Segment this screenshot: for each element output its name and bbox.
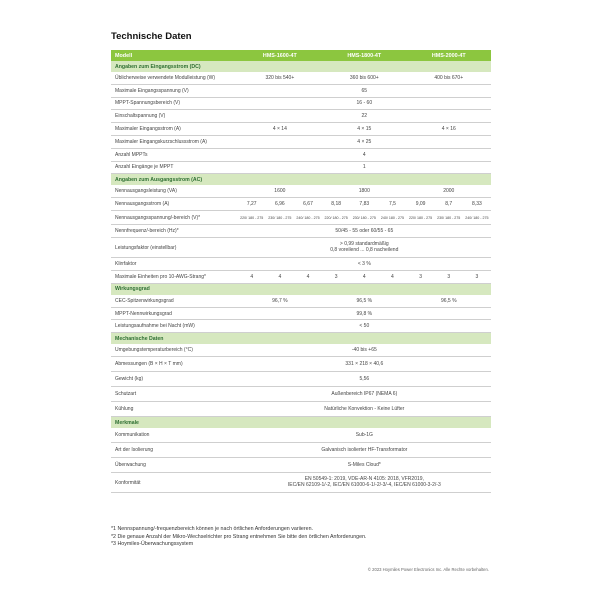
cell-value: 4 [378, 271, 406, 284]
row-label: Einschaltspannung (V) [111, 110, 238, 123]
footnote: *2 Die genaue Anzahl der Mikro-Wechselrichter pro Strang entnehmen Sie bitte den örtlichen Anforderungen. [111, 533, 367, 540]
table-row [111, 387, 491, 402]
cell-value: 4 × 14 [238, 123, 322, 136]
row-label: Gewicht (kg) [111, 372, 238, 387]
cell-value: 1 [238, 161, 491, 174]
table-row [111, 161, 491, 174]
table-row [111, 357, 491, 372]
cell-value [238, 238, 491, 258]
row-label: Umgebungstemperaturbereich (°C) [111, 344, 238, 356]
table-row [111, 295, 491, 307]
row-label: Kühlung [111, 402, 238, 417]
power-factor-range: 0,8 voreilend ... 0,8 nacheilend [330, 246, 399, 253]
cell-value: 4 [350, 271, 378, 284]
table-row [111, 271, 491, 284]
conformity-line-2: IEC/EN 62109-1/-2, IEC/EN 61000-6-1/-2/-3/-4, IEC/EN 61000-3-2/-3 [287, 481, 441, 488]
cell-value: S-Miles Cloud* [238, 458, 491, 473]
table-row [111, 110, 491, 123]
table-row [111, 148, 491, 161]
cell-value: 4 [238, 148, 491, 161]
row-label: Überwachung [111, 458, 238, 473]
table-row [111, 258, 491, 271]
section-features: Merkmale [111, 417, 491, 429]
row-label: Konformität [111, 473, 238, 493]
footnote: *3 Hoymiles-Überwachungssystem [111, 541, 194, 548]
table-row [111, 428, 491, 443]
row-label: Maximaler Eingangsstrom (A) [111, 123, 238, 136]
section-ac: Angaben zum Ausgangsstrom (AC) [111, 174, 491, 186]
cell-value: 4 × 25 [238, 135, 491, 148]
row-label: Schutzart [111, 387, 238, 402]
table-row [111, 443, 491, 458]
cell-value: 4 × 15 [322, 123, 406, 136]
cell-value: 65 [238, 84, 491, 97]
row-label: Nennausgangsleistung (VA) [111, 185, 238, 197]
cell-value: -40 bis +65 [238, 344, 491, 356]
table-row [111, 307, 491, 320]
cell-value: 4 [294, 271, 322, 284]
cell-value: 7,27 [238, 198, 266, 211]
row-label: Nennausgangsstrom (A) [111, 198, 238, 211]
cell-value: 96,5 % [322, 295, 406, 307]
cell-value: Natürliche Konvektion - Keine Lüfter [238, 402, 491, 417]
section-dc: Angaben zum Eingangsstrom (DC) [111, 61, 491, 72]
row-label: MPPT-Nennwirkungsgrad [111, 307, 238, 320]
cell-value: 220/ 180 - 275 [322, 210, 350, 225]
table-row [111, 198, 491, 211]
cell-value: 3 [407, 271, 435, 284]
cell-value: 230/ 180 - 275 [266, 210, 294, 225]
row-label: MPPT-Spannungsbereich (V) [111, 97, 238, 110]
cell-value: 6,96 [266, 198, 294, 211]
cell-value: 400 bis 670+ [407, 72, 491, 84]
row-label: Maximale Eingangsspannung (V) [111, 84, 238, 97]
header-hms-2000: HMS-2000-4T [407, 50, 491, 61]
copyright: © 2023 Hoymiles Power Electronics Inc. Alle Rechte vorbehalten. [367, 567, 489, 572]
table-row [111, 402, 491, 417]
table-row [111, 135, 491, 148]
cell-value: 96,5 % [407, 295, 491, 307]
table-row [111, 372, 491, 387]
footnote: *1 Nennspannung/-frequenzbereich können je nach örtlichen Anforderungen variieren. [111, 526, 314, 532]
table-header-row [111, 50, 491, 61]
cell-value: 4 [266, 271, 294, 284]
cell-value: 240/ 180 - 275 [463, 210, 491, 225]
cell-value: 1600 [238, 185, 322, 197]
row-label: Leistungsaufnahme bei Nacht (mW) [111, 320, 238, 333]
cell-value: 4 × 16 [407, 123, 491, 136]
table-row [111, 473, 491, 493]
row-label: Nennfrequenz/-bereich (Hz)* [111, 225, 238, 238]
row-label: Nennausgangsspannung/-bereich (V)* [111, 210, 238, 225]
cell-value: 5,56 [238, 372, 491, 387]
spec-table [111, 50, 491, 493]
cell-value: 50/45 - 55 oder 60/55 - 65 [238, 225, 491, 238]
cell-value: 220/ 180 - 275 [238, 210, 266, 225]
cell-value: 240/ 180 - 275 [378, 210, 406, 225]
row-label: Üblicherweise verwendete Modulleistung (W) [111, 72, 238, 84]
table-row [111, 344, 491, 356]
row-label: Abmessungen (B × H × T mm) [111, 357, 238, 372]
table-row [111, 320, 491, 333]
row-label: Anzahl MPPTs [111, 148, 238, 161]
table-row [111, 210, 491, 225]
cell-value: < 3 % [238, 258, 491, 271]
row-label: Kommunikation [111, 428, 238, 443]
section-mechanical: Mechanische Daten [111, 333, 491, 345]
cell-value: 8,18 [322, 198, 350, 211]
cell-value: 230/ 180 - 275 [350, 210, 378, 225]
table-row [111, 123, 491, 136]
cell-value: 96,7 % [238, 295, 322, 307]
cell-value: 3 [463, 271, 491, 284]
cell-value: Galvanisch isolierter HF-Transformator [238, 443, 491, 458]
cell-value: 360 bis 600+ [322, 72, 406, 84]
cell-value: 6,67 [294, 198, 322, 211]
cell-value: 4 [238, 271, 266, 284]
cell-value: 7,5 [378, 198, 406, 211]
cell-value: < 50 [238, 320, 491, 333]
row-label: Maximale Einheiten pro 10-AWG-Strang* [111, 271, 238, 284]
table-row [111, 84, 491, 97]
cell-value: 331 × 218 × 40,6 [238, 357, 491, 372]
cell-value: 3 [322, 271, 350, 284]
table-row [111, 97, 491, 110]
header-model: Modell [111, 50, 238, 61]
table-row [111, 238, 491, 258]
cell-value: 220/ 180 - 275 [407, 210, 435, 225]
table-row [111, 72, 491, 84]
row-label: Art der Isolierung [111, 443, 238, 458]
header-hms-1800: HMS-1800-4T [322, 50, 406, 61]
cell-value: 1800 [322, 185, 406, 197]
cell-value [238, 473, 491, 493]
row-label: Leistungsfaktor (einstellbar) [111, 238, 238, 258]
row-label: Anzahl Eingänge je MPPT [111, 161, 238, 174]
table-row [111, 225, 491, 238]
cell-value: 240/ 180 - 275 [294, 210, 322, 225]
row-label: CEC-Spitzenwirkungsgrad [111, 295, 238, 307]
table-row [111, 458, 491, 473]
cell-value: 7,83 [350, 198, 378, 211]
page-title: Technische Daten [111, 31, 192, 42]
cell-value: 8,7 [435, 198, 463, 211]
row-label: Maximaler Eingangskurzschlussstrom (A) [111, 135, 238, 148]
cell-value: 3 [435, 271, 463, 284]
header-hms-1600: HMS-1600-4T [238, 50, 322, 61]
cell-value: Sub-1G [238, 428, 491, 443]
cell-value: Außenbereich IP67 (NEMA 6) [238, 387, 491, 402]
section-efficiency: Wirkungsgrad [111, 283, 491, 295]
cell-value: 16 - 60 [238, 97, 491, 110]
cell-value: 320 bis 540+ [238, 72, 322, 84]
cell-value: 230/ 180 - 275 [435, 210, 463, 225]
cell-value: 9,09 [407, 198, 435, 211]
cell-value: 99,8 % [238, 307, 491, 320]
cell-value: 22 [238, 110, 491, 123]
row-label: Klirrfaktor [111, 258, 238, 271]
footnotes [111, 526, 511, 549]
table-row [111, 185, 491, 197]
cell-value: 2000 [407, 185, 491, 197]
power-factor-default: > 0,99 standardmäßig [339, 241, 389, 248]
cell-value: 8,33 [463, 198, 491, 211]
conformity-line-1: EN 50549-1: 2019, VDE-AR-N 4105: 2018, VFR2019, [304, 475, 424, 482]
